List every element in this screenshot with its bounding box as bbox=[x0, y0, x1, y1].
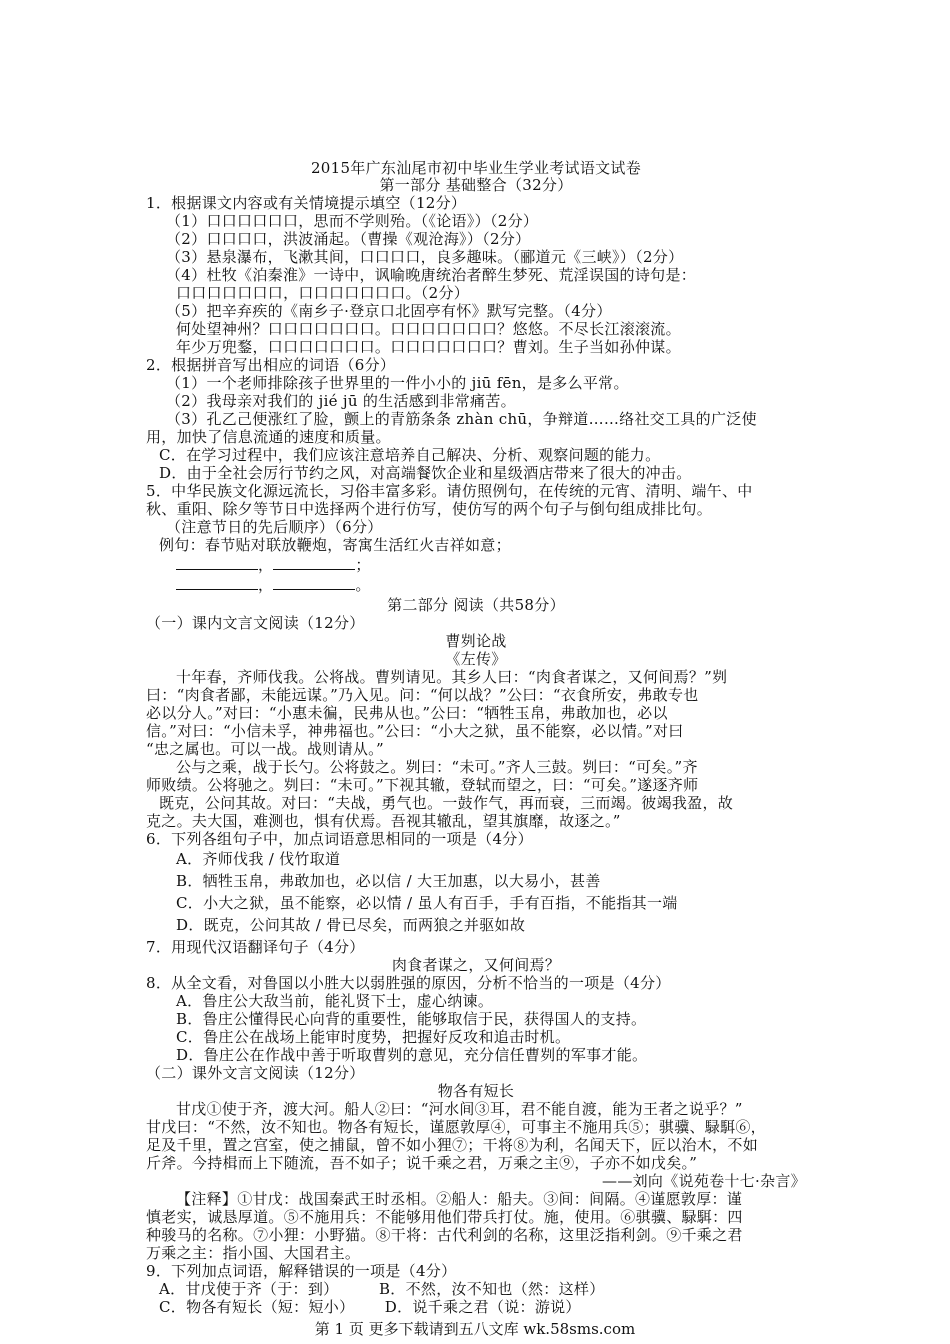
question-7-sentence: 肉食者谋之，又何间焉？ bbox=[391, 956, 561, 974]
question-9-options-row-2: C．物各有短长（短：短小） D．说千乘之君（说：游说） bbox=[159, 1298, 581, 1316]
question-6-option-a: A．齐师伐我 / 伐竹取道 bbox=[176, 850, 341, 868]
notes-line: 【注释】①甘戊：战国秦武王时丞相。②船人：船夫。③间：间隔。④谨愿敦厚：谨 bbox=[176, 1190, 743, 1208]
question-8-option-d: D．鲁庄公在作战中善于听取曹刿的意见，充分信任曹刿的军事才能。 bbox=[176, 1046, 648, 1064]
question-1-item-5-line-2: 年少万兜鍪，口口口口口口口。口口口口口口口？曹刘。生子当如孙仲谋。 bbox=[176, 338, 681, 356]
question-2-item-3-cont: 用，加快了信息流通的速度和质量。 bbox=[146, 428, 391, 446]
text-1-line: 公与之乘，战于长勺。公将鼓之。刿曰：“未可。”齐人三鼓。刿曰：“可矣。”齐 bbox=[176, 758, 698, 776]
question-1-item-3: （3）悬泉瀑布，飞漱其间，口口口口，良多趣味。（郦道元《三峡》）（2分） bbox=[166, 248, 684, 266]
answer-blank-row-2 bbox=[176, 577, 836, 594]
answer-blank[interactable] bbox=[273, 557, 355, 570]
text-1-line: 克之。夫大国，难测也，惧有伏焉。吾视其辙乱，望其旗靡，故逐之。” bbox=[146, 812, 621, 830]
question-5-note: （注意节日的先后顺序）（6分） bbox=[166, 518, 383, 536]
question-2-item-1: （1）一个老师排除孩子世界里的一件小小的 jiū fēn，是多么平常。 bbox=[166, 374, 629, 392]
answer-blank[interactable] bbox=[176, 557, 258, 570]
text-1-line: 既克，公问其故。对曰：“夫战，勇气也。一鼓作气，再而衰，三而竭。彼竭我盈，故 bbox=[159, 794, 734, 812]
comma: ， bbox=[258, 576, 274, 594]
text-1-line: 必以分人。”对曰：“小惠未徧，民弗从也。”公曰：“牺牲玉帛，弗敢加也，必以 bbox=[146, 704, 668, 722]
question-6-option-b: B．牺牲玉帛，弗敢加也，必以信 / 大王加惠，以大易小，甚善 bbox=[176, 872, 601, 890]
question-8-option-a: A．鲁庄公大敌当前，能礼贤下士，虚心纳谏。 bbox=[176, 992, 494, 1010]
question-2-item-2: （2）我母亲对我们的 jié jū 的生活感到非常痛苦。 bbox=[166, 392, 516, 410]
text-1-line: 师败绩。公将驰之。刿曰：“未可。”下视其辙，登轼而望之，曰：“可矣。”遂逐齐师 bbox=[146, 776, 699, 794]
question-1-item-4-blanks: 口口口口口口口，口口口口口口口。（2分） bbox=[176, 284, 470, 302]
text-2-line: 甘戊①使于齐，渡大河。船人②曰：“河水间③耳，君不能自渡，能为王者之说乎？” bbox=[176, 1100, 743, 1118]
answer-blank-row-1 bbox=[176, 557, 836, 574]
question-1: 1．根据课文内容或有关情境提示填空（12分） bbox=[146, 194, 467, 212]
text-2-source: ——刘向《说苑卷十七·杂言》 bbox=[602, 1172, 806, 1190]
exam-title: 2015年广东汕尾市初中毕业生学业考试语文试卷 bbox=[310, 159, 642, 177]
question-1-item-2: （2）口口口口，洪波涌起。（曹操《观沧海》）（2分） bbox=[166, 230, 531, 248]
question-1-item-4: （4）杜牧《泊秦淮》一诗中，讽喻晚唐统治者醉生梦死、荒淫误国的诗句是： bbox=[166, 266, 697, 284]
answer-blank[interactable] bbox=[273, 577, 355, 590]
question-9: 9．下列加点词语，解释错误的一项是（4分） bbox=[146, 1262, 457, 1280]
notes-line: 慎老实，诚恳厚道。⑤不施用兵：不能够用他们带兵打仗。施，使用。⑥骐骥、騄駬：四 bbox=[146, 1208, 743, 1226]
question-1-item-1: （1）口口口口口口，思而不学则殆。（《论语》）（2分） bbox=[166, 212, 539, 230]
answer-blank[interactable] bbox=[176, 577, 258, 590]
part-one-heading: 第一部分 基础整合（32分） bbox=[379, 176, 573, 194]
question-8-option-c: C．鲁庄公在战场上能审时度势，把握好反攻和追击时机。 bbox=[176, 1028, 571, 1046]
question-2: 2．根据拼音写出相应的词语（6分） bbox=[146, 356, 396, 374]
text-2-line: 斤斧。今持楫而上下随流，吾不如子；说千乘之君，万乘之主⑨，子亦不如戊矣。” bbox=[146, 1154, 698, 1172]
question-6: 6．下列各组句子中，加点词语意思相同的一项是（4分） bbox=[146, 830, 533, 848]
text-1-line: “忠之属也。可以一战。战则请从。” bbox=[146, 740, 384, 758]
period: 。 bbox=[355, 576, 371, 594]
question-8-option-b: B．鲁庄公懂得民心向背的重要性，能够取信于民，获得国人的支持。 bbox=[176, 1010, 647, 1028]
option-d: D．由于全社会厉行节约之风，对高端餐饮企业和星级酒店带来了很大的冲击。 bbox=[159, 464, 692, 482]
notes-line: 种骏马的名称。⑦小狸：小野猫。⑧干将：古代利剑的名称，这里泛指利剑。⑨千乘之君 bbox=[146, 1226, 743, 1244]
text-1-source: 《左传》 bbox=[445, 650, 507, 668]
question-7: 7．用现代汉语翻译句子（4分） bbox=[146, 938, 365, 956]
text-2-line: 甘戊曰：“不然，汝不知也。物各有短长，谨愿敦厚④，可事主不施用兵⑤；骐骥、騄駬⑥， bbox=[146, 1118, 766, 1136]
question-5-example: 例句：春节贴对联放鞭炮，寄寓生活红火吉祥如意； bbox=[159, 536, 511, 554]
part-two-heading: 第二部分 阅读（共58分） bbox=[387, 596, 565, 614]
question-5-cont: 秋、重阳、除夕等节日中选择两个进行仿写，使仿写的两个句子与倒句组成排比句。 bbox=[146, 500, 713, 518]
question-6-option-c: C．小大之狱，虽不能察，必以情 / 虽人有百手，手有百指，不能指其一端 bbox=[176, 894, 678, 912]
question-8: 8．从全文看，对鲁国以小胜大以弱胜强的原因，分析不恰当的一项是（4分） bbox=[146, 974, 671, 992]
page-footer: 第 1 页 更多下载请到五八文库 wk.58sms.com bbox=[314, 1320, 636, 1338]
section-two-heading: （二）课外文言文阅读（12分） bbox=[146, 1064, 365, 1082]
text-1-line: 信。”对曰：“小信未孚，神弗福也。”公曰：“小大之狱，虽不能察，必以情。”对曰 bbox=[146, 722, 684, 740]
text-1-title: 曹刿论战 bbox=[445, 632, 507, 650]
text-2-line: 足及千里，置之宫室，使之捕鼠，曾不如小狸⑦；干将⑧为利，名闻天下，匠以治木，不如 bbox=[146, 1136, 759, 1154]
section-one-heading: （一）课内文言文阅读（12分） bbox=[146, 614, 365, 632]
semicolon: ； bbox=[355, 556, 371, 574]
notes-line: 万乘之主：指小国、大国君主。 bbox=[146, 1244, 361, 1262]
question-5: 5．中华民族文化源远流长，习俗丰富多彩。请仿照例句，在传统的元宵、清明、端午、中 bbox=[146, 482, 753, 500]
text-1-line: 十年春，齐师伐我。公将战。曹刿请见。其乡人曰：“肉食者谋之，又何间焉？”刿 bbox=[176, 668, 728, 686]
question-9-options-row-1: A．甘戊使于齐（于：到） B．不然，汝不知也（然：这样） bbox=[159, 1280, 605, 1298]
question-6-option-d: D．既克，公问其故 / 骨已尽矣，而两狼之并驱如故 bbox=[176, 916, 526, 934]
option-c: C．在学习过程中，我们应该注意培养自己解决、分析、观察问题的能力。 bbox=[159, 446, 661, 464]
text-1-line: 曰：“肉食者鄙，未能远谋。”乃入见。问：“何以战？”公曰：“衣食所安，弗敢专也 bbox=[146, 686, 699, 704]
text-2-title: 物各有短长 bbox=[437, 1082, 515, 1100]
question-1-item-5-line-1: 何处望神州？口口口口口口口。口口口口口口口？悠悠。不尽长江滚滚流。 bbox=[176, 320, 681, 338]
comma: ， bbox=[258, 556, 274, 574]
question-1-item-5: （5）把辛弃疾的《南乡子·登京口北固亭有怀》默写完整。（4分） bbox=[166, 302, 612, 320]
question-2-item-3: （3）孔乙己便涨红了脸，颤上的青筋条条 zhàn chū，争辩道……络社交工具的广泛使 bbox=[166, 410, 757, 428]
